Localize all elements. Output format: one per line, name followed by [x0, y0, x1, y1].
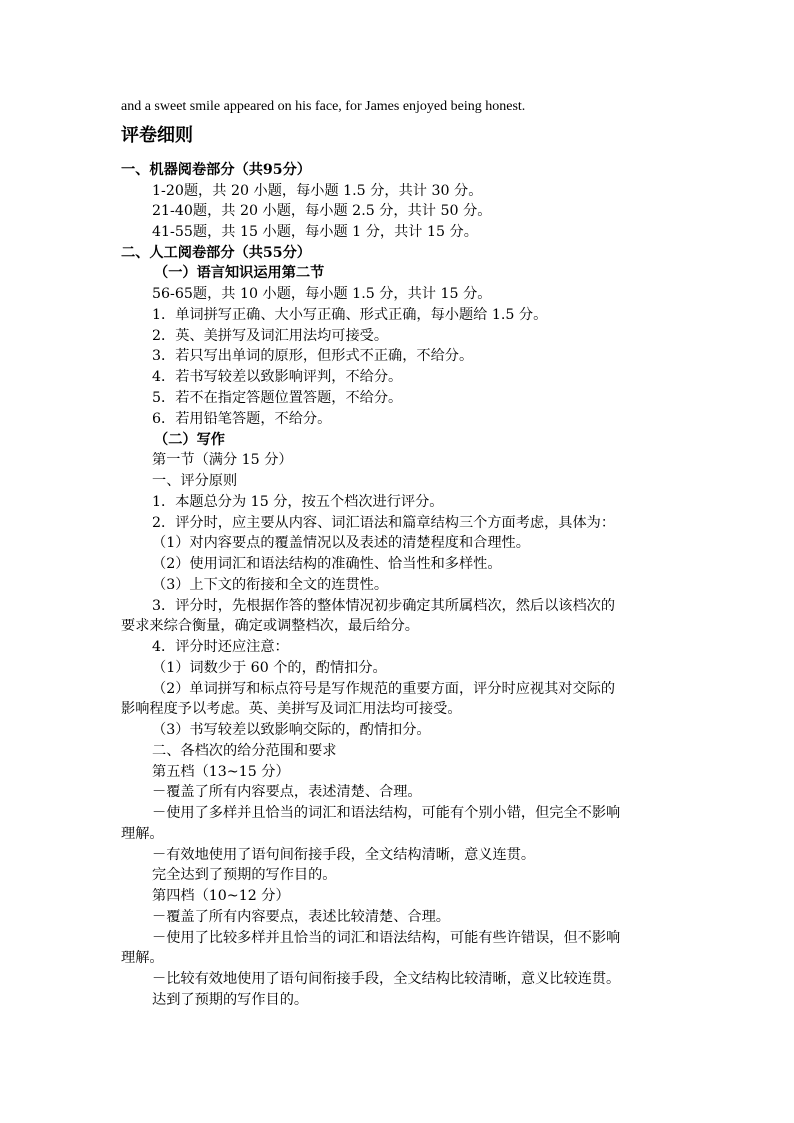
level-criterion-continued: 理解。: [121, 950, 164, 966]
level-criterion: －覆盖了所有内容要点，表述清楚、合理。: [152, 784, 422, 800]
language-rule: 5．若不在指定答题位置答题，不给分。: [152, 390, 403, 406]
principle-subitem-continued: 影响程度予以考虑。英、美拼写及词汇用法均可接受。: [121, 701, 462, 717]
language-rule: 6．若用铅笔答题，不给分。: [152, 411, 332, 427]
subsection-heading-language: （一）语言知识运用第二节: [154, 265, 325, 281]
principle-item: 4．评分时还应注意：: [152, 639, 289, 655]
language-rule: 2．英、美拼写及词汇用法均可接受。: [152, 328, 389, 344]
level-title: 第五档（13~15 分）: [152, 764, 290, 780]
machine-item: 41-55题，共 15 小题，每小题 1 分，共计 15 分。: [152, 224, 478, 240]
principle-item: 1．本题总分为 15 分，按五个档次进行评分。: [152, 494, 444, 510]
section-heading-manual: 二、人工阅卷部分（共55分）: [121, 245, 311, 261]
principle-subitem: （2）使用词汇和语法结构的准确性、恰当性和多样性。: [152, 556, 502, 572]
levels-heading: 二、各档次的给分范围和要求: [152, 743, 337, 759]
level-criterion: 达到了预期的写作目的。: [152, 992, 309, 1008]
principle-item-continued: 要求来综合衡量，确定或调整档次，最后给分。: [121, 618, 419, 634]
machine-item: 1-20题，共 20 小题，每小题 1.5 分，共计 30 分。: [152, 183, 483, 199]
principles-heading: 一、评分原则: [152, 473, 238, 489]
level-title: 第四档（10~12 分）: [152, 888, 290, 904]
language-rule: 4．若书写较差以致影响评判，不给分。: [152, 369, 403, 385]
principle-item: 2．评分时，应主要从内容、词汇语法和篇章结构三个方面考虑，具体为：: [152, 515, 616, 531]
language-summary: 56-65题，共 10 小题，每小题 1.5 分，共计 15 分。: [152, 286, 492, 302]
language-rule: 3．若只写出单词的原形，但形式不正确，不给分。: [152, 348, 474, 364]
level-criterion: －使用了比较多样并且恰当的词汇和语法结构，可能有些许错误，但不影响: [152, 930, 621, 946]
intro-line: and a sweet smile appeared on his face, for James enjoyed being honest.: [121, 99, 526, 114]
principle-subitem: （2）单词拼写和标点符号是写作规范的重要方面，评分时应视其对交际的: [152, 681, 616, 697]
subsection-heading-writing: （二）写作: [154, 432, 225, 448]
level-criterion: 完全达到了预期的写作目的。: [152, 867, 337, 883]
principle-item: 3．评分时，先根据作答的整体情况初步确定其所属档次，然后以该档次的: [152, 598, 616, 614]
principle-subitem: （3）上下文的衔接和全文的连贯性。: [152, 577, 389, 593]
level-criterion: －使用了多样并且恰当的词汇和语法结构，可能有个别小错，但完全不影响: [152, 805, 621, 821]
level-criterion-continued: 理解。: [121, 826, 164, 842]
section-heading-machine: 一、机器阅卷部分（共95分）: [121, 162, 311, 178]
level-criterion: －比较有效地使用了语句间衔接手段，全文结构比较清晰，意义比较连贯。: [152, 971, 621, 987]
principle-subitem: （3）书写较差以致影响交际的，酌情扣分。: [152, 722, 431, 738]
page-title: 评卷细则: [121, 125, 193, 146]
principle-subitem: （1）对内容要点的覆盖情况以及表述的清楚程度和合理性。: [152, 535, 530, 551]
language-rule: 1．单词拼写正确、大小写正确、形式正确，每小题给 1.5 分。: [152, 307, 548, 323]
level-criterion: －覆盖了所有内容要点，表述比较清楚、合理。: [152, 909, 450, 925]
machine-item: 21-40题，共 20 小题，每小题 2.5 分，共计 50 分。: [152, 203, 492, 219]
writing-section-title: 第一节（满分 15 分）: [152, 452, 293, 468]
principle-subitem: （1）词数少于 60 个的，酌情扣分。: [152, 660, 387, 676]
level-criterion: －有效地使用了语句间衔接手段，全文结构清晰，意义连贯。: [152, 847, 536, 863]
